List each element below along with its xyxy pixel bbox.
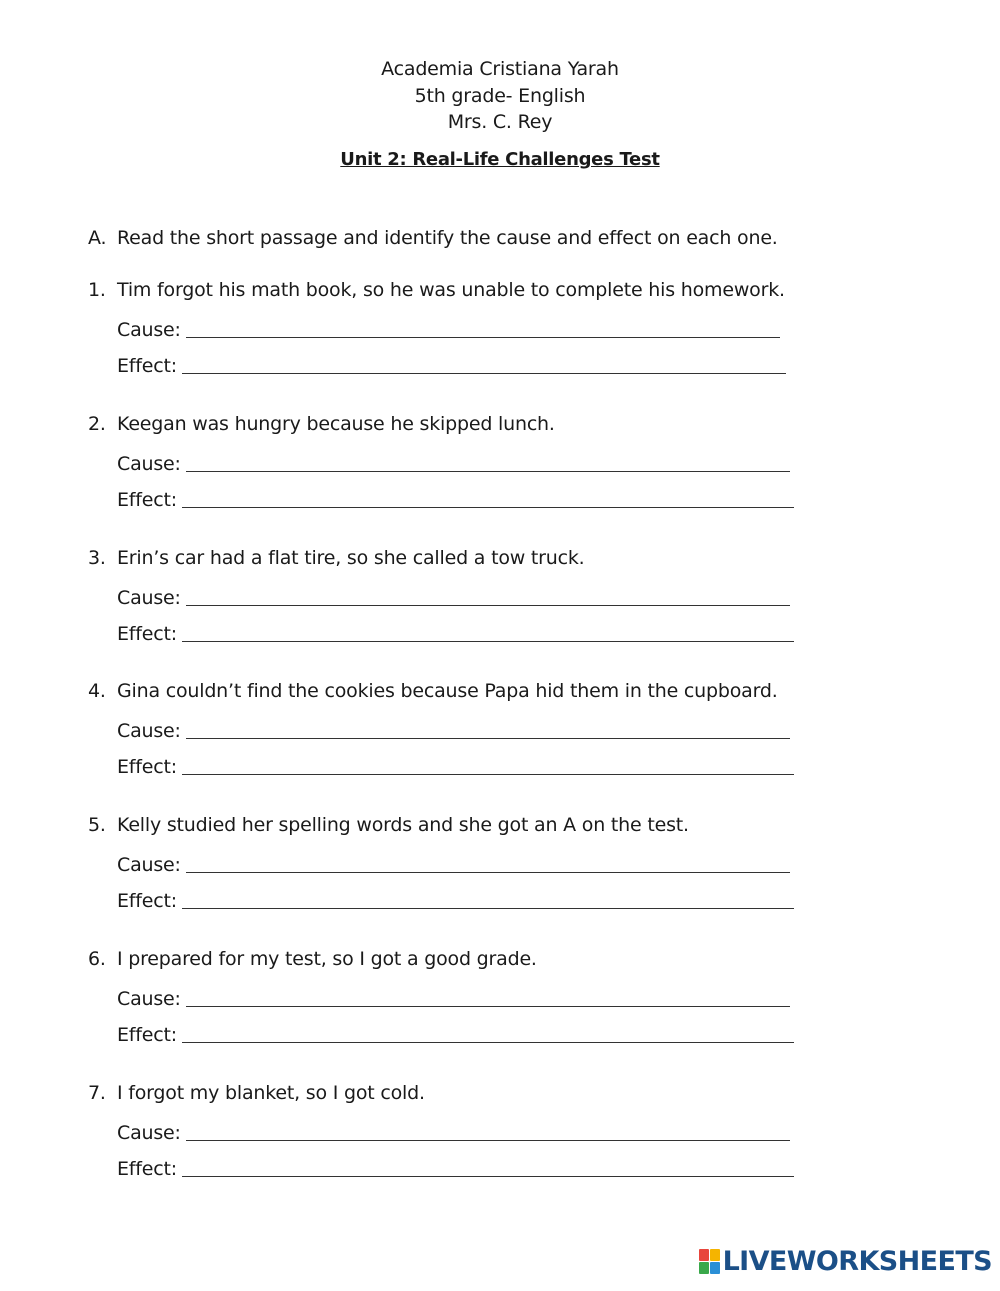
- cause-input[interactable]: [186, 720, 790, 739]
- effect-label: Effect:: [117, 756, 177, 778]
- cause-row: [117, 984, 790, 1010]
- question-4: [88, 680, 828, 778]
- cause-input[interactable]: [186, 453, 790, 472]
- question-text: I prepared for my test, so I got a good grade.: [117, 948, 537, 970]
- effect-row: [117, 485, 794, 511]
- question-text-line: [88, 814, 828, 840]
- cause-input[interactable]: [186, 587, 790, 606]
- question-text-line: [88, 1082, 828, 1108]
- question-1: [88, 279, 828, 377]
- effect-row: [117, 1020, 794, 1046]
- liveworksheets-logo: [699, 1246, 992, 1277]
- logo-text: LIVEWORKSHEETS: [722, 1246, 992, 1277]
- effect-input[interactable]: [182, 1024, 794, 1043]
- cause-row: [117, 583, 790, 609]
- effect-row: [117, 752, 794, 778]
- cause-label: Cause:: [117, 587, 181, 609]
- liveworksheets-blocks-icon: [699, 1249, 720, 1274]
- question-text: Erin’s car had a flat tire, so she called a tow truck.: [117, 547, 585, 569]
- school-name: Academia Cristiana Yarah: [381, 58, 619, 80]
- effect-input[interactable]: [182, 489, 794, 508]
- question-6: [88, 948, 828, 1046]
- question-2: [88, 413, 828, 511]
- cause-label: Cause:: [117, 720, 181, 742]
- effect-row: [117, 1154, 794, 1180]
- cause-input[interactable]: [186, 854, 790, 873]
- question-text-line: [88, 948, 828, 974]
- question-text-line: [88, 279, 828, 305]
- teacher-name: Mrs. C. Rey: [447, 111, 553, 133]
- question-number: 1.: [88, 279, 106, 301]
- question-text: I forgot my blanket, so I got cold.: [117, 1082, 425, 1104]
- question-text-line: [88, 680, 828, 706]
- effect-label: Effect:: [117, 890, 177, 912]
- question-text: Tim forgot his math book, so he was unable to complete his homework.: [117, 279, 785, 301]
- cause-input[interactable]: [186, 988, 790, 1007]
- cause-label: Cause:: [117, 988, 181, 1010]
- section-instruction: [88, 227, 778, 249]
- question-number: 4.: [88, 680, 106, 702]
- question-3: [88, 547, 828, 645]
- cause-input[interactable]: [186, 319, 780, 338]
- cause-label: Cause:: [117, 453, 181, 475]
- question-7: [88, 1082, 828, 1180]
- effect-row: [117, 886, 794, 912]
- effect-row: [117, 619, 794, 645]
- effect-input[interactable]: [182, 890, 794, 909]
- cause-row: [117, 850, 790, 876]
- question-number: 7.: [88, 1082, 106, 1104]
- cause-row: [117, 315, 780, 341]
- question-number: 3.: [88, 547, 106, 569]
- question-number: 2.: [88, 413, 106, 435]
- cause-row: [117, 1118, 790, 1144]
- effect-row: [117, 351, 786, 377]
- question-text: Gina couldn’t find the cookies because Papa hid them in the cupboard.: [117, 680, 778, 702]
- cause-row: [117, 449, 790, 475]
- cause-input[interactable]: [186, 1122, 790, 1141]
- question-text-line: [88, 547, 828, 573]
- cause-label: Cause:: [117, 854, 181, 876]
- question-text: Kelly studied her spelling words and she got an A on the test.: [117, 814, 689, 836]
- effect-label: Effect:: [117, 623, 177, 645]
- effect-label: Effect:: [117, 1024, 177, 1046]
- test-title: Unit 2: Real-Life Challenges Test: [340, 149, 660, 170]
- question-5: [88, 814, 828, 912]
- effect-input[interactable]: [182, 623, 794, 642]
- question-number: 5.: [88, 814, 106, 836]
- question-number: 6.: [88, 948, 106, 970]
- question-text-line: [88, 413, 828, 439]
- effect-input[interactable]: [182, 1158, 794, 1177]
- question-text: Keegan was hungry because he skipped lunch.: [117, 413, 555, 435]
- effect-label: Effect:: [117, 1158, 177, 1180]
- section-marker: A.: [88, 227, 107, 249]
- effect-input[interactable]: [182, 355, 786, 374]
- cause-row: [117, 716, 790, 742]
- effect-label: Effect:: [117, 355, 177, 377]
- cause-label: Cause:: [117, 1122, 181, 1144]
- effect-label: Effect:: [117, 489, 177, 511]
- worksheet-header: [0, 56, 1000, 136]
- effect-input[interactable]: [182, 756, 794, 775]
- cause-label: Cause:: [117, 319, 181, 341]
- instruction-text: Read the short passage and identify the cause and effect on each one.: [117, 227, 778, 249]
- grade-subject: 5th grade- English: [414, 84, 586, 107]
